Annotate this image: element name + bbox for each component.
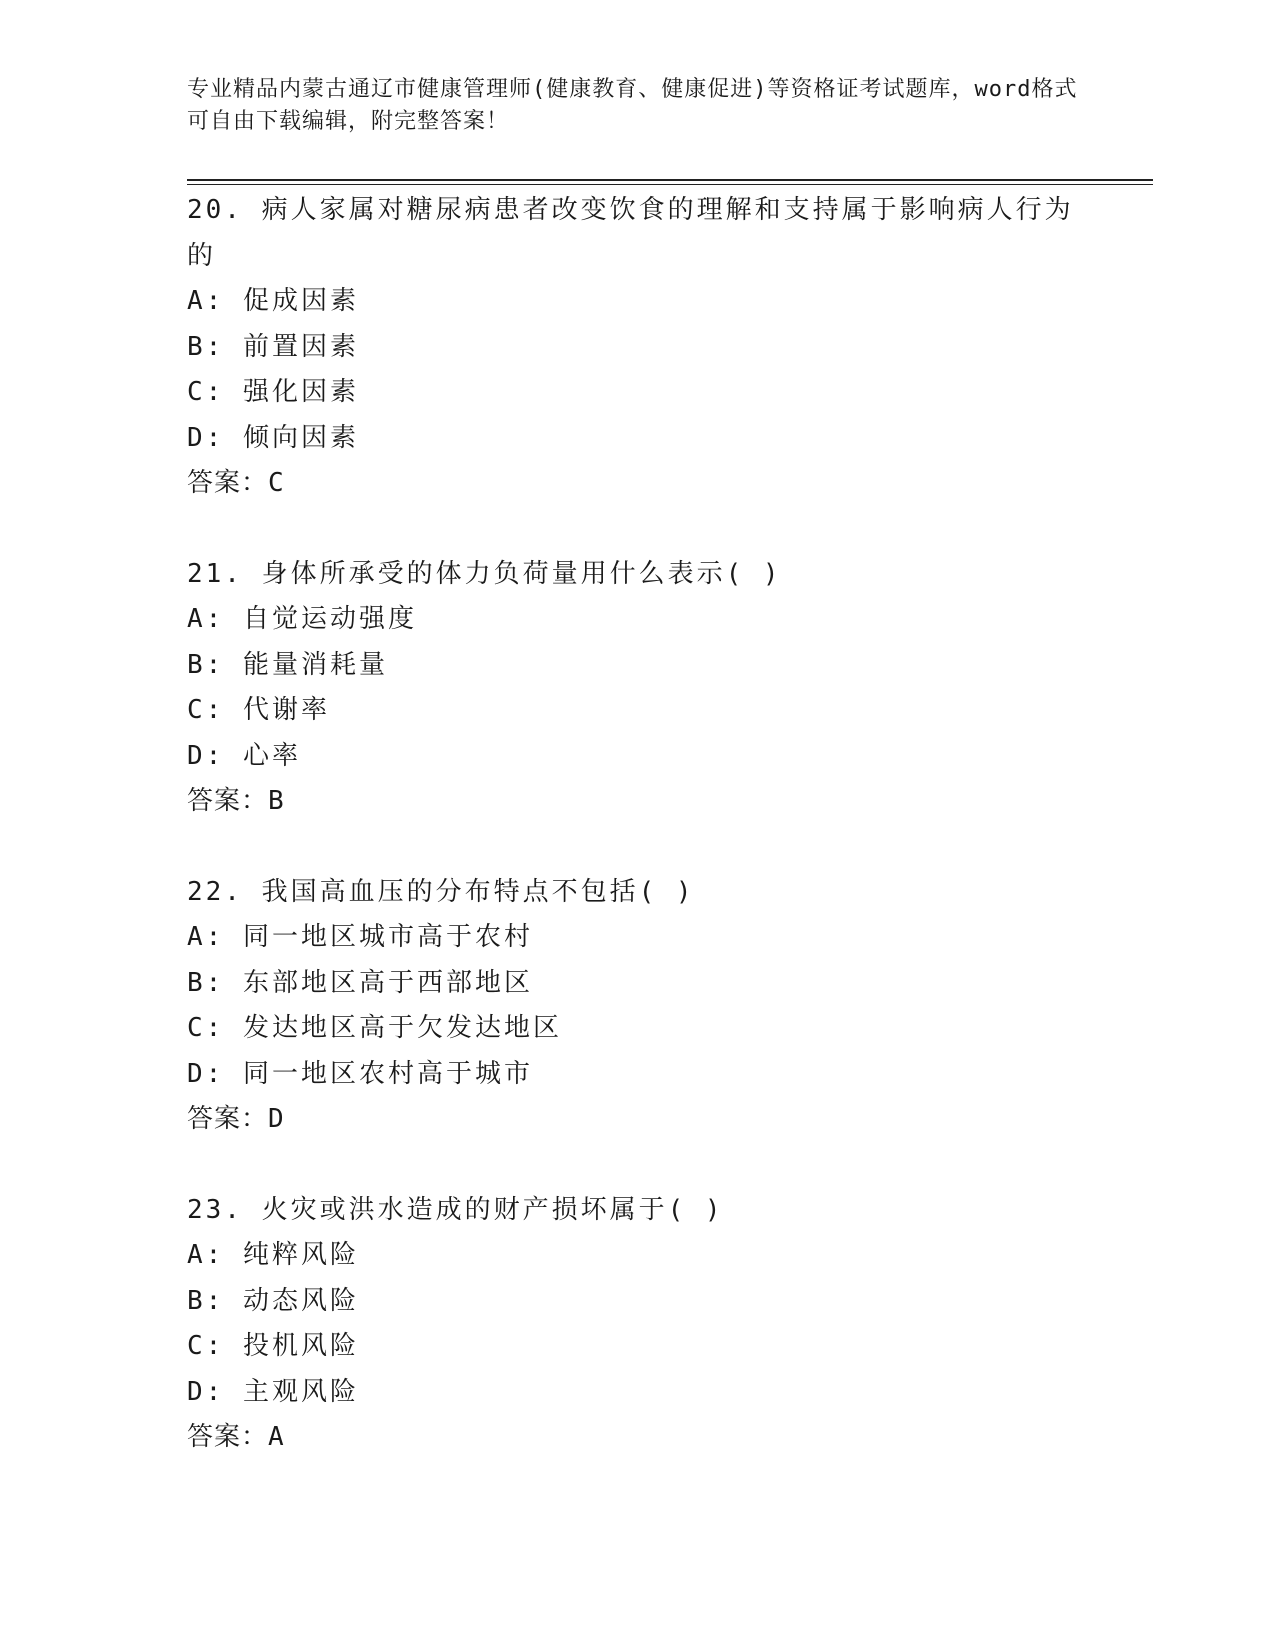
option-d: D: 同一地区农村高于城市 bbox=[187, 1058, 533, 1089]
question-stem: 21. 身体所承受的体力负荷量用什么表示( ) bbox=[187, 558, 782, 589]
document-header bbox=[187, 74, 1087, 138]
option-a: A: 同一地区城市高于农村 bbox=[187, 922, 533, 952]
answer-label: 答案： bbox=[187, 1422, 269, 1452]
option-d: D: 心率 bbox=[187, 740, 301, 771]
answer-value: B bbox=[268, 786, 285, 816]
answer-label: 答案： bbox=[187, 1104, 269, 1134]
option-b: B: 前置因素 bbox=[187, 331, 359, 362]
option-b: B: 东部地区高于西部地区 bbox=[187, 967, 533, 998]
answer-line bbox=[187, 1415, 1087, 1461]
option-b: B: 动态风险 bbox=[187, 1285, 359, 1316]
answer-value: D bbox=[268, 1104, 285, 1134]
question-20 bbox=[187, 188, 1087, 507]
answer-label: 答案： bbox=[187, 468, 269, 498]
question-stem: 20. 病人家属对糖尿病患者改变饮食的理解和支持属于影响病人行为的 bbox=[187, 195, 1074, 271]
answer-value: A bbox=[268, 1422, 285, 1452]
answer-line bbox=[187, 461, 1087, 507]
question-22 bbox=[187, 870, 1087, 1143]
option-c: C: 发达地区高于欠发达地区 bbox=[187, 1013, 562, 1043]
header-text: 专业精品内蒙古通辽市健康管理师(健康教育、健康促进)等资格证考试题库，word格式可自由下载编辑，附完整答案！ bbox=[187, 77, 1078, 134]
option-a: A: 促成因素 bbox=[187, 286, 359, 316]
question-stem: 22. 我国高血压的分布特点不包括( ) bbox=[187, 876, 695, 907]
option-a: A: 纯粹风险 bbox=[187, 1240, 359, 1270]
header-divider-thick bbox=[187, 179, 1153, 181]
option-a: A: 自觉运动强度 bbox=[187, 604, 417, 634]
question-21 bbox=[187, 552, 1087, 825]
question-stem: 23. 火灾或洪水造成的财产损坏属于( ) bbox=[187, 1194, 724, 1225]
option-b: B: 能量消耗量 bbox=[187, 649, 388, 680]
answer-line bbox=[187, 1097, 1087, 1143]
option-c: C: 投机风险 bbox=[187, 1331, 359, 1361]
option-c: C: 强化因素 bbox=[187, 377, 359, 407]
answer-label: 答案： bbox=[187, 786, 269, 816]
answer-value: C bbox=[268, 468, 285, 498]
option-d: D: 倾向因素 bbox=[187, 422, 359, 453]
header-divider-thin bbox=[187, 184, 1153, 185]
option-d: D: 主观风险 bbox=[187, 1376, 359, 1407]
question-list bbox=[187, 188, 1087, 1506]
option-c: C: 代谢率 bbox=[187, 695, 330, 725]
question-23 bbox=[187, 1188, 1087, 1461]
answer-line bbox=[187, 779, 1087, 825]
